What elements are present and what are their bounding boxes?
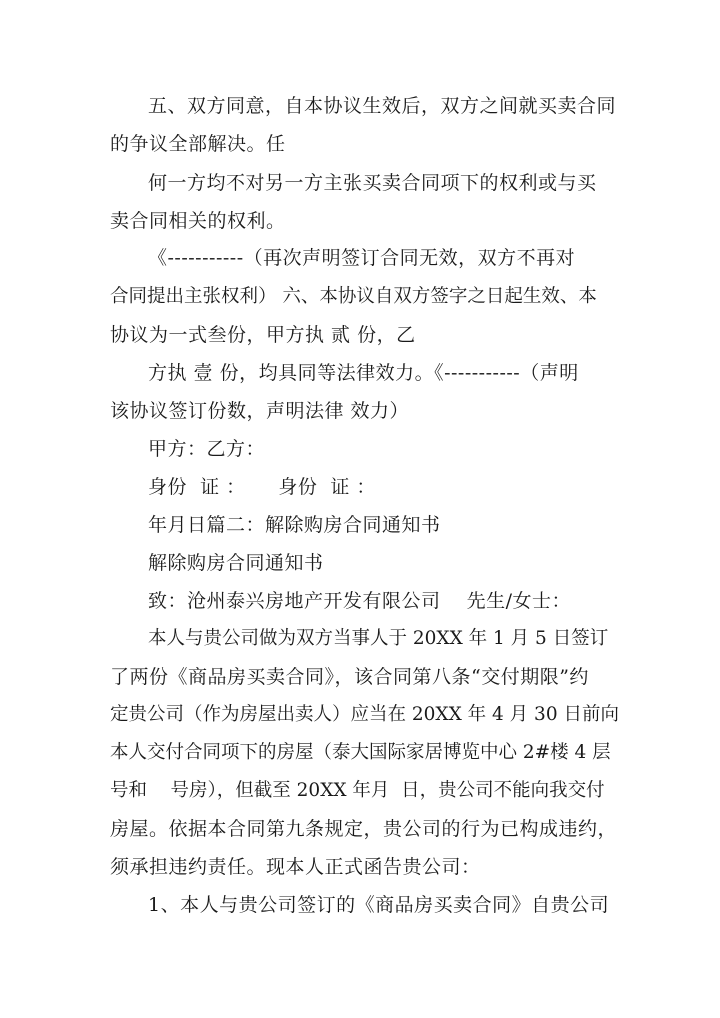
text-line: 本人与贵公司做为双方当事人于 20XX 年 1 月 5 日签订 (148, 628, 609, 649)
text-line: 合同提出主张权利） 六、本协议自双方签字之日起生效、本 (110, 286, 597, 307)
text-line: 本人交付合同项下的房屋（泰大国际家居博览中心 2#楼 4 层 (110, 742, 611, 763)
text-line: 五、双方同意，自本协议生效后，双方之间就买卖合同 (148, 95, 617, 117)
text-line: 致：沧州泰兴房地产开发有限公司 先生/女士： (148, 590, 572, 612)
text-line: 了两份《商品房买卖合同》，该合同第八条“交付期限”约 (110, 666, 589, 688)
text-line: 年月日篇二：解除购房合同通知书 (148, 514, 441, 536)
text-line: 《-----------（再次声明签订合同无效，双方不再对 (148, 247, 576, 269)
text-line: 甲方：乙方： (148, 438, 266, 460)
text-line: 协议为一式叁份，甲方执 贰 份，乙 (110, 324, 416, 346)
text-line: 房屋。依据本合同第九条规定，贵公司的行为已构成违约， (110, 818, 618, 840)
text-line: 卖合同相关的权利。 (110, 210, 286, 232)
text-line: 该协议签订份数，声明法律 效力） (110, 400, 410, 422)
text-line: 身份 证 ： 身份 证 ： (148, 476, 376, 498)
text-line: 解除购房合同通知书 (148, 552, 324, 574)
text-line: 1、本人与贵公司签订的《商品房买卖合同》自贵公司 (148, 894, 610, 916)
text-line: 号和 号房），但截至 20XX 年月 日，贵公司不能向我交付 (110, 780, 605, 801)
text-line: 须承担违约责任。现本人正式函告贵公司： (110, 856, 481, 878)
text-line: 的争议全部解决。任 (110, 133, 286, 155)
text-line: 定贵公司（作为房屋出卖人）应当在 20XX 年 4 月 30 日前向 (110, 704, 619, 725)
text-line: 方执 壹 份，均具同等法律效力。《-----------（声明 (148, 362, 579, 384)
text-line: 何一方均不对另一方主张买卖合同项下的权利或与买 (148, 172, 597, 194)
